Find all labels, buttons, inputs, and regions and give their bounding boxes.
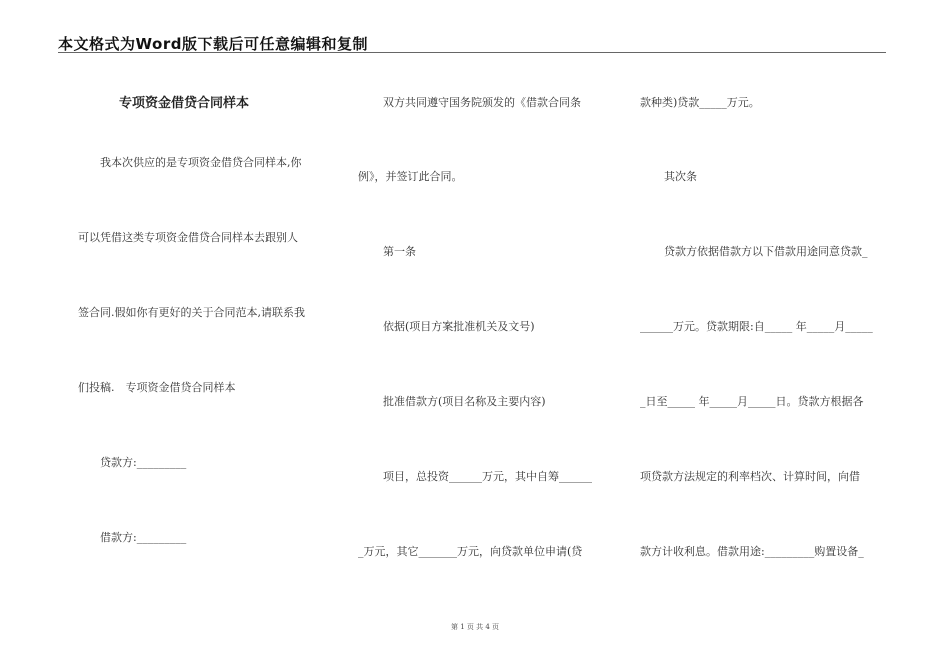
right-line-5: _日至_____ 年_____月_____日。贷款方根据各 (640, 395, 864, 408)
middle-line-1: 双方共同遵守国务院颁发的《借款合同条 (383, 96, 581, 109)
middle-line-2: 例》，并签订此合同。 (358, 170, 463, 183)
header-title: 本文格式为Word版下载后可任意编辑和复制 (58, 35, 368, 53)
left-line-3: 签合同.假如你有更好的关于合同范本,请联系我 (78, 306, 305, 319)
right-line-1: 款种类)贷款_____万元。 (640, 96, 760, 109)
article-one-heading: 第一条 (383, 245, 416, 258)
middle-line-7: _万元，其它_______万元，向贷款单位申请(贷 (358, 545, 583, 558)
header-divider (58, 52, 886, 53)
middle-line-6: 项目，总投资______万元，其中自筹______ (383, 470, 592, 483)
right-line-3: 贷款方依据借款方以下借款用途同意贷款_ (664, 245, 868, 258)
right-line-4: ______万元。贷款期限:自_____ 年_____月_____ (640, 320, 873, 333)
right-line-6: 项贷款方法规定的利率档次、计算时间，向借 (640, 470, 860, 483)
left-line-1: 我本次供应的是专项资金借贷合同样本,你 (100, 156, 302, 169)
left-line-2: 可以凭借这类专项资金借贷合同样本去跟别人 (78, 231, 298, 244)
page-number: 第 1 页 共 4 页 (450, 623, 500, 631)
document-title: 专项资金借贷合同样本 (119, 96, 250, 111)
middle-line-5: 批准借款方(项目名称及主要内容) (383, 395, 546, 408)
left-line-4: 们投稿. 专项资金借贷合同样本 (78, 381, 236, 394)
article-two-heading: 其次条 (664, 170, 697, 183)
lender-field: 贷款方:_________ (100, 456, 187, 469)
borrower-field: 借款方:_________ (100, 531, 187, 544)
middle-line-4: 依据(项目方案批准机关及文号) (383, 320, 535, 333)
right-line-7: 款方计收利息。借款用途:_________购置设备_ (640, 545, 864, 558)
